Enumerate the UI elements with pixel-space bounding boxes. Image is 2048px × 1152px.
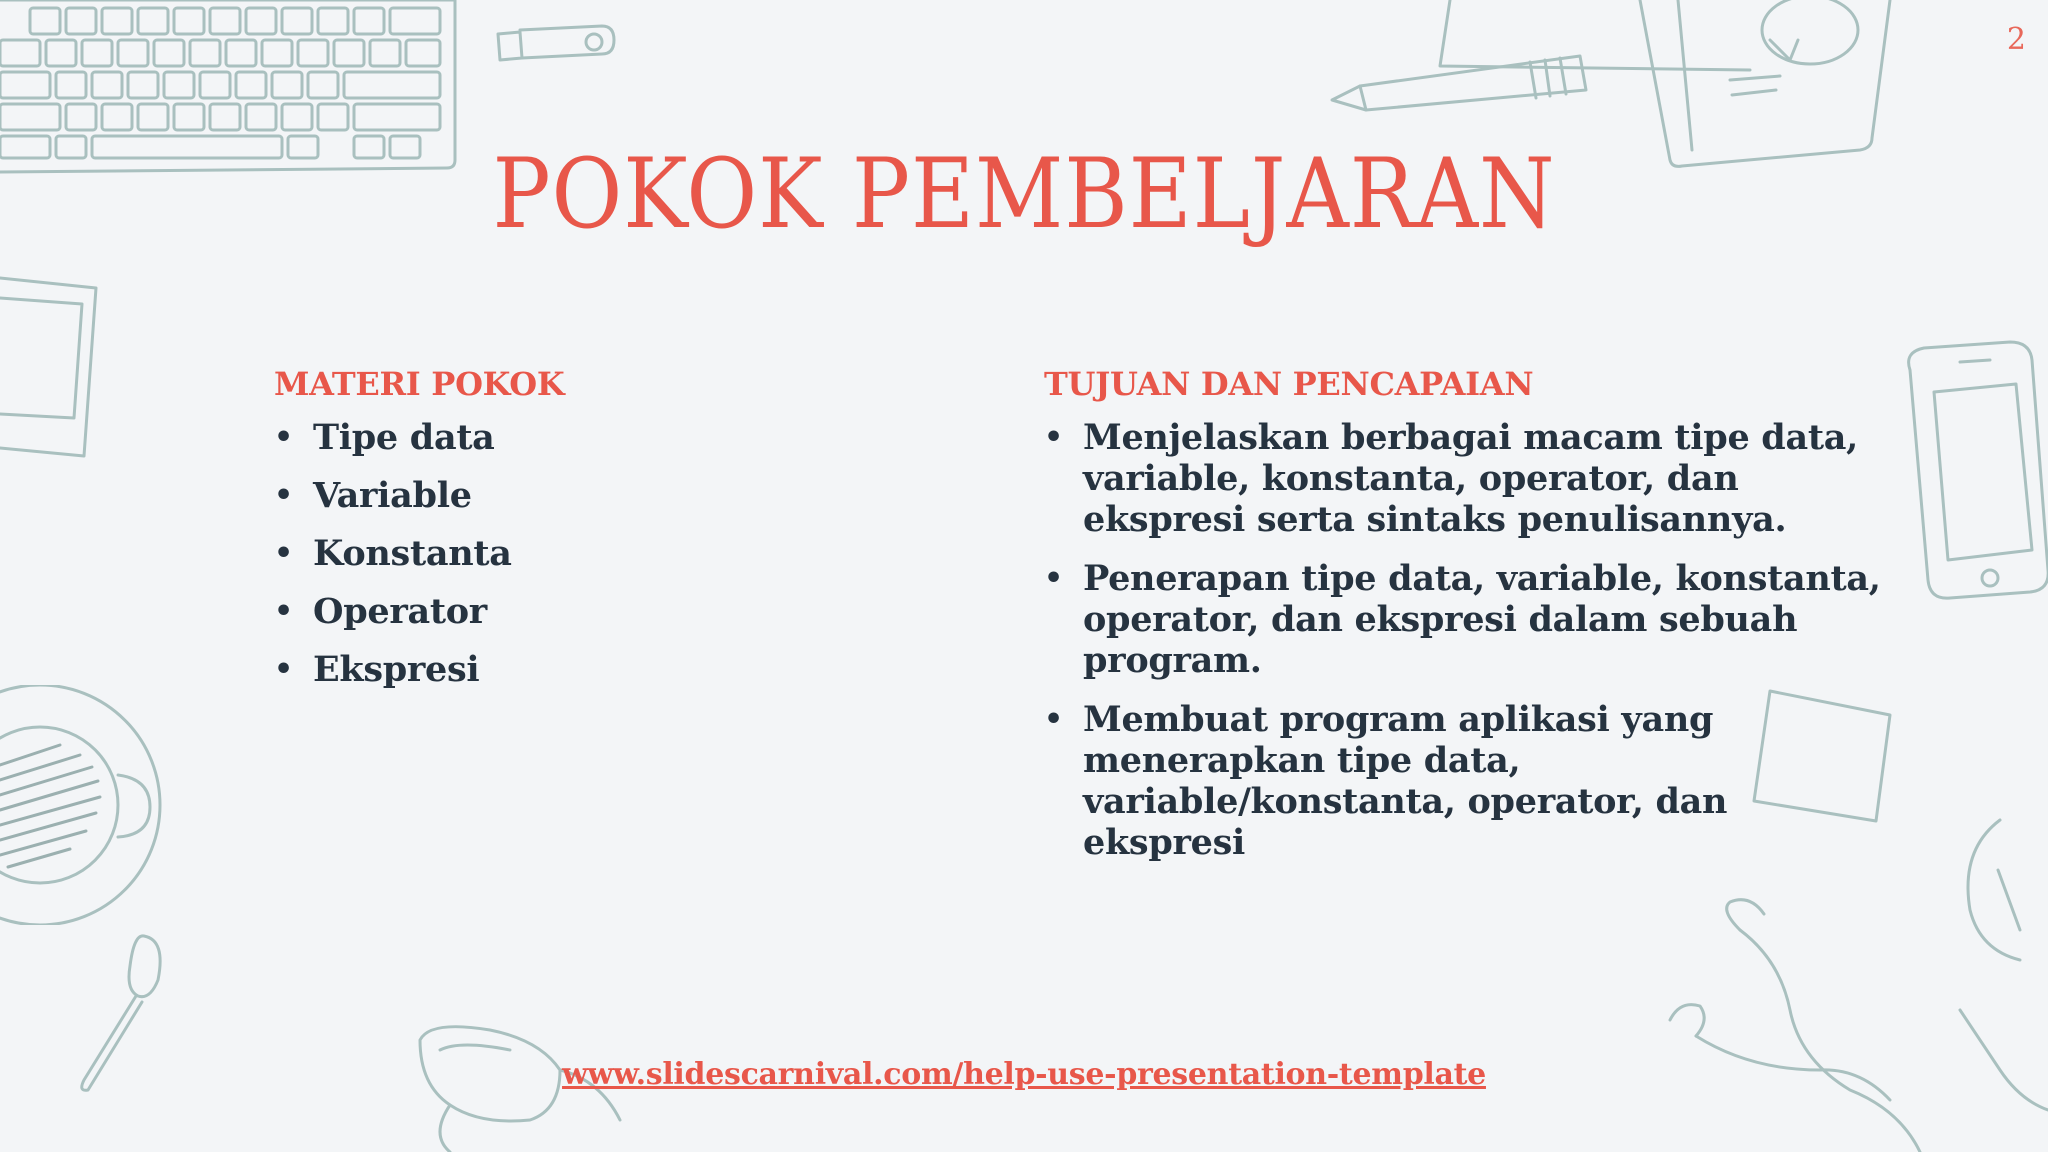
- list-item-text: Tipe data: [313, 417, 495, 458]
- coffee-cup-doodle-icon: [0, 685, 175, 925]
- smartphone-doodle-icon: [1890, 340, 2048, 610]
- bullet-icon: •: [274, 594, 293, 629]
- list-item-text: Variable: [313, 475, 472, 516]
- list-item-text: Menjelaskan berbagai macam tipe data, variable, konstanta, operator, dan ekspresi serta sintaks penulisannya.: [1083, 417, 1858, 540]
- tablet-doodle-icon: [0, 270, 110, 470]
- list-item: [1044, 558, 1884, 681]
- materi-pokok-heading: MATERI POKOK: [274, 365, 565, 403]
- list-item: [274, 533, 914, 574]
- page-number: 2: [2006, 22, 2026, 57]
- tujuan-list: [1044, 417, 1884, 863]
- bullet-icon: •: [1044, 561, 1063, 596]
- bullet-icon: •: [274, 652, 293, 687]
- bullet-icon: •: [274, 478, 293, 513]
- bullet-icon: •: [1044, 702, 1063, 737]
- bullet-icon: •: [274, 536, 293, 571]
- list-item-text: Penerapan tipe data, variable, konstanta, operator, dan ekspresi dalam sebuah program.: [1083, 558, 1881, 681]
- list-item: [1044, 417, 1884, 540]
- list-item-text: Ekspresi: [313, 649, 480, 690]
- list-item: [1044, 699, 1884, 863]
- list-item-text: Membuat program aplikasi yang menerapkan tipe data, variable/konstanta, operator, dan ekspresi: [1083, 699, 1728, 863]
- template-help-link[interactable]: www.slidescarnival.com/help-use-presentation-template: [562, 1057, 1486, 1092]
- materi-pokok-list: [274, 417, 914, 690]
- usb-drive-doodle-icon: [490, 20, 620, 80]
- list-item-text: Operator: [313, 591, 487, 632]
- list-item: [274, 591, 914, 632]
- slide-title: POKOK PEMBELJARAN: [492, 138, 1556, 250]
- list-item-text: Konstanta: [313, 533, 512, 574]
- list-item: [274, 649, 914, 690]
- bullet-icon: •: [274, 420, 293, 455]
- tujuan-column: [1044, 365, 1884, 881]
- bullet-icon: •: [1044, 420, 1063, 455]
- materi-pokok-column: [274, 365, 914, 707]
- list-item: [274, 417, 914, 458]
- list-item: [274, 475, 914, 516]
- tujuan-heading: TUJUAN DAN PENCAPAIAN: [1044, 365, 1534, 403]
